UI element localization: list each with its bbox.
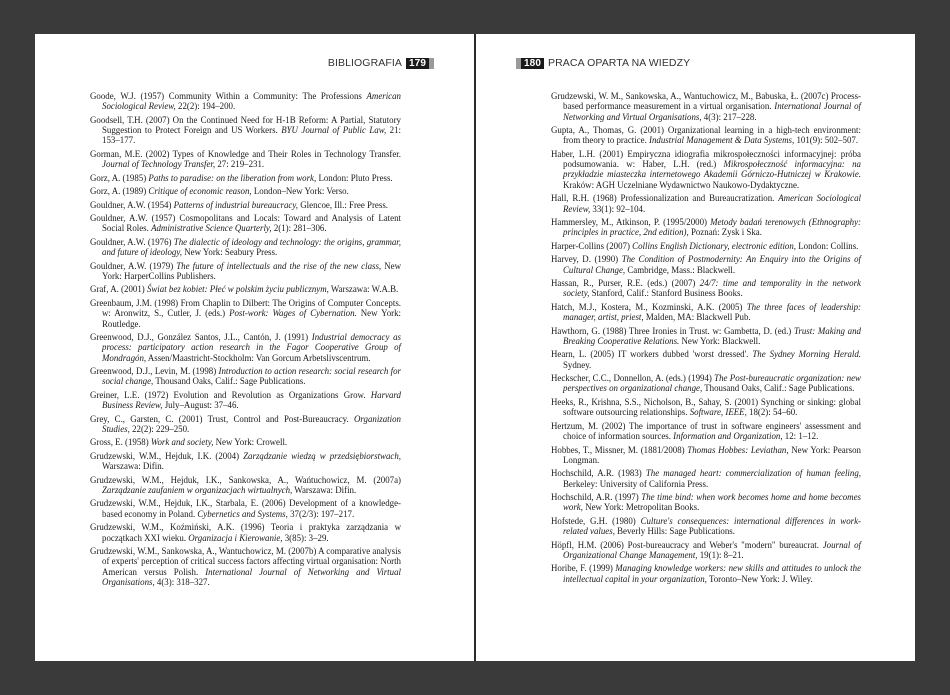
- entry-title-italic: Introduction to action research: social research for social change,: [102, 366, 401, 387]
- bibliography-entry: [551, 217, 861, 238]
- entry-text: Hammersley, M., Atkinson, P. (1995/2000): [551, 217, 711, 228]
- bibliography-entry: [551, 149, 861, 190]
- entry-title-italic: Industrial democracy as process: participatory action research in the Fagor Cooperative Group of Mondragón,: [102, 332, 401, 363]
- bibliography-entry: [90, 149, 401, 170]
- entry-text: Hofstede, G.H. (1980): [551, 515, 641, 526]
- entry-title-italic: The dialectic of ideology and technology: the origins, grammar, and future of ideology,: [102, 236, 401, 258]
- right-page: [476, 34, 915, 661]
- entry-title-italic: Culture's consequences: international differences in work-related values,: [563, 515, 861, 537]
- entry-text: Greenbaum, J.M. (1998) From Chaplin to Dilbert: The Origins of Computer Concepts. w: Aronwitz, S., Cutler, J. (eds.): [90, 297, 401, 319]
- entry-text: Greenwood, D.J., González Santos, J.L., Cantón, J. (1991): [90, 332, 312, 342]
- entry-text: Grudzewski, W. M., Sankowska, A., Wantuchowicz, M., Babuska, Ł. (2007c) Process-based performance measurement in a virtual organisation.: [551, 91, 861, 112]
- entry-text: New York: Blackwell.: [679, 335, 761, 346]
- entry-title-italic: Critique of economic reason,: [148, 186, 252, 197]
- entry-text: 33(1): 92–104.: [590, 203, 646, 214]
- bibliography-entry: [551, 125, 861, 146]
- entry-text: Warszawa: Difin.: [292, 484, 357, 495]
- entry-title-italic: The Post-bureaucratic organization: new perspectives on organizational change,: [563, 373, 861, 394]
- running-head-title: PRACA OPARTA NA WIEDZY: [548, 57, 691, 69]
- entry-text: Grudzewski, W.M., Koźmiński, A.K. (1996) Teoria i praktyka zarządzania w początkach XXI wieku.: [90, 522, 401, 543]
- bibliography-entry: [90, 475, 401, 496]
- entry-text: Haber, L.H. (2001) Empiryczna idiografia mikrospołeczności informacyjnej: próba podsumowania. w: Haber, L.H. (red.): [551, 148, 861, 170]
- entry-text: Sydney.: [563, 359, 592, 370]
- entry-text: Grudzewski, W.M., Hejduk, I.K. (2004): [90, 450, 244, 461]
- entry-title-italic: American Sociological Review,: [563, 193, 861, 214]
- entry-text: Glencoe, Ill.: Free Press.: [298, 199, 388, 210]
- entry-text: Assen/Maastricht-Stockholm: Van Gorcum Arbetslivscentrum.: [146, 352, 371, 363]
- entry-text: Gouldner, A.W. (1954): [90, 199, 174, 210]
- entry-title-italic: The time bind: when work becomes home and home becomes work,: [563, 492, 861, 513]
- entry-text: Stanford, Calif.: Stanford Business Books.: [589, 288, 743, 299]
- entry-text: Harper-Collins (2007): [551, 240, 633, 251]
- entry-text: 12: 1–12.: [782, 431, 819, 442]
- entry-text: Grey, C., Garsten, C. (2001) Trust, Control and Post-Bureaucracy.: [90, 413, 354, 424]
- entry-title-italic: Journal of Technology Transfer,: [102, 159, 216, 170]
- entry-text: Poznań: Zysk i Ska.: [688, 227, 762, 238]
- entry-text: Gouldner, A.W. (1979): [90, 260, 177, 271]
- entry-text: 4(3): 217–228.: [701, 111, 757, 122]
- bibliography-entry: [551, 468, 861, 489]
- bibliography-entry: [551, 397, 861, 418]
- entry-text: Grudzewski, W.M., Hejduk, I.K., Starbala, E. (2006) Development of a knowledge-based economy in Poland.: [90, 498, 401, 519]
- entry-text: Heckscher, C.C., Donnellon, A. (eds.) (1994): [551, 373, 715, 384]
- bibliography-entry: [90, 261, 401, 282]
- bibliography-entry: [551, 563, 861, 584]
- bibliography-entry: [90, 298, 401, 329]
- bibliography-entry: [90, 498, 401, 519]
- entry-text: Greenwood, D.J., Levin, M. (1998): [90, 366, 219, 377]
- entry-title-italic: The Sydney Morning Herald.: [752, 349, 862, 360]
- bibliography-entry: [551, 492, 861, 513]
- entry-text: Warszawa: Difin.: [102, 461, 164, 472]
- entry-text: New York: Metropolitan Books.: [582, 502, 700, 513]
- entry-title-italic: The future of intellectuals and the rise of the new class,: [176, 260, 382, 271]
- entry-text: Gouldner, A.W. (1976): [90, 236, 174, 247]
- entry-title-italic: Collins English Dictionary, electronic edition,: [632, 240, 797, 251]
- entry-text: 3(85): 3–29.: [282, 532, 329, 543]
- entry-text: Goodsell, T.H. (2007) On the Continued Need for H-1B Reform: A Partial, Statutory Suggestion to Protect Foreign and US Workers.: [90, 114, 401, 136]
- entry-title-italic: Patterns of industrial bureaucracy,: [173, 199, 299, 210]
- entry-text: Horibe, F. (1999): [551, 563, 616, 574]
- entry-text: London: Collins.: [796, 240, 859, 251]
- entry-text: Hassan, R., Purser, R.E. (eds.) (2007): [551, 278, 700, 289]
- entry-title-italic: International Journal of Networking and Virtual Organisations,: [563, 101, 861, 122]
- entry-text: New York: Seabury Press.: [182, 247, 278, 258]
- page-number: 180: [521, 58, 544, 69]
- running-head-title: BIBLIOGRAFIA: [327, 57, 402, 69]
- bibliography-entry: [551, 421, 861, 442]
- bibliography-entry: [90, 451, 401, 472]
- bibliography-entry: [551, 278, 861, 299]
- entry-title-italic: Świat bez kobiet: Płeć w polskim życiu publicznym,: [146, 284, 329, 295]
- entry-text: Gross, E. (1958): [90, 437, 151, 448]
- entry-text: 21: 153–177.: [102, 125, 401, 146]
- bibliography-entry: [90, 173, 401, 183]
- bibliography-entry: [90, 522, 401, 543]
- entry-title-italic: Paths to paradise: on the liberation from work,: [148, 172, 317, 183]
- entry-text: Hochschild, A.R. (1997): [551, 492, 642, 503]
- entry-text: Greiner, L.E. (1972) Evolution and Revolution as Organizations Grow.: [90, 389, 371, 400]
- entry-text: Thousand Oaks, Calif.: Sage Publications.: [702, 383, 855, 394]
- bibliography-entry: [551, 254, 861, 275]
- entry-title-italic: Organizacja i Kierowanie,: [188, 532, 283, 543]
- entry-text: Kraków: AGH Uczelniane Wydawnictwo Naukowo-Dydaktyczne.: [563, 179, 800, 190]
- entry-text: Graf, A. (2001): [90, 284, 147, 295]
- entry-text: Gorz, A. (1989): [90, 186, 149, 197]
- entry-title-italic: The three faces of leadership: manager, artist, priest,: [563, 301, 862, 323]
- entry-text: 19(1): 8–21.: [697, 549, 744, 560]
- entry-text: London: Pluto Press.: [316, 172, 393, 183]
- entry-title-italic: Cybernetics and Systems,: [197, 508, 288, 519]
- entry-text: Cambridge, Mass.: Blackwell.: [625, 264, 736, 275]
- entry-text: Grudzewski, W.M., Sankowska, A., Wantuchowicz, M. (2007b) A comparative analysis of experts' perception of critical success factors affecting virtual organisation: North American versus Polish.: [90, 546, 401, 577]
- bibliography-entry: [551, 193, 861, 214]
- bibliography-entry: [551, 540, 861, 561]
- entry-text: 18(2): 54–60.: [746, 407, 798, 418]
- entry-text: 2(1): 281–306.: [271, 223, 327, 234]
- page-number-bar: [429, 58, 434, 69]
- entry-text: Hatch, M.J., Kostera, M., Kozminski, A.K. (2005): [551, 301, 747, 312]
- entry-text: Heeks, R., Krishna, S.S., Nicholson, B., Sahay, S. (2001) Synching or sinking: global software outsourcing relationships.: [551, 396, 861, 418]
- entry-text: 4(3): 318–327.: [154, 576, 210, 587]
- bibliography-entry: [551, 349, 861, 370]
- entry-title-italic: Journal of Organizational Change Management,: [563, 539, 861, 560]
- entry-title-italic: Thomas Hobbes: Leviathan,: [687, 444, 789, 455]
- page-number: 179: [406, 58, 429, 69]
- entry-text: Thousand Oaks, Calif.: Sage Publications.: [153, 376, 306, 387]
- entry-text: Malden, MA: Blackwell Pub.: [643, 312, 751, 323]
- entry-text: New York: Routledge.: [102, 308, 401, 329]
- bibliography-entry: [90, 213, 401, 234]
- entry-title-italic: BYU Journal of Public Law,: [281, 125, 387, 136]
- entry-title-italic: International Journal of Networking and Virtual Organisations,: [102, 566, 401, 587]
- bibliography-entry: [90, 186, 401, 196]
- entry-title-italic: Work and society,: [150, 437, 214, 448]
- entry-text: 101(9): 502–507.: [794, 135, 859, 146]
- bibliography-entry: [90, 200, 401, 210]
- bibliography-entry: [551, 373, 861, 394]
- bibliography-entry: [90, 390, 401, 411]
- entry-text: Hochschild, A.R. (1983): [551, 468, 646, 479]
- bibliography-entry: [90, 437, 401, 447]
- bibliography-entry: [90, 414, 401, 435]
- entry-title-italic: Harvard Business Review,: [102, 389, 401, 411]
- entry-title-italic: Post-work: Wages of Cybernation.: [229, 308, 357, 319]
- entry-text: July–August: 37–46.: [162, 400, 239, 411]
- entry-text: Gupta, A., Thomas, G. (2001) Organizational learning in a high-tech environment: from theory to practice.: [551, 125, 861, 146]
- running-head-right: [516, 56, 690, 70]
- entry-text: Beverly Hills: Sage Publications.: [614, 526, 735, 537]
- entry-text: Harvey, D. (1990): [551, 254, 622, 265]
- entry-text: New York: Crowell.: [213, 437, 288, 448]
- bibliography-entry: [90, 366, 401, 387]
- entry-title-italic: Software, IEEE,: [689, 407, 747, 418]
- entry-text: Grudzewski, W.M., Hejduk, I.K., Sankowska, A., Wańtuchowicz, M. (2007a): [90, 474, 401, 485]
- entry-title-italic: Trust: Making and Breaking Cooperative Relations.: [563, 325, 861, 346]
- entry-text: New York: HarperCollins Publishers.: [102, 260, 401, 281]
- entry-text: Goode, W.J. (1957) Community Within a Community: The Professions: [90, 91, 367, 101]
- entry-text: Hall, R.H. (1968) Professionalization and Bureaucratization.: [551, 193, 779, 204]
- entry-title-italic: Mikrospołeczność informacyjna: na przykładzie miasteczka internetowego Akademii Górniczo-Hutniczej w Krakowie.: [563, 159, 861, 180]
- entry-text: Gorman, M.E. (2002) Types of Knowledge and Their Roles in Technology Transfer.: [90, 148, 401, 159]
- entry-title-italic: Organization Studies,: [102, 413, 401, 434]
- entry-title-italic: Industrial Management & Data Systems,: [649, 135, 795, 146]
- entry-title-italic: The Condition of Postmodernity: An Enquiry into the Origins of Cultural Change,: [563, 254, 861, 275]
- entry-title-italic: The managed heart: commercialization of human feeling,: [645, 468, 861, 479]
- entry-title-italic: Zarządzanie zaufaniem w organizacjach wirtualnych,: [102, 484, 293, 495]
- bibliography-list-left: [90, 91, 401, 590]
- entry-text: 37(2/3): 197–217.: [287, 508, 355, 519]
- bibliography-entry: [90, 284, 401, 294]
- entry-title-italic: Information and Organization,: [673, 431, 783, 442]
- entry-title-italic: Zarządzanie wiedzą w przedsiębiorstwach,: [243, 450, 401, 461]
- entry-text: 22(2): 194–200.: [175, 101, 236, 112]
- entry-text: Warszawa: W.A.B.: [328, 284, 399, 295]
- entry-text: 22(2): 229–250.: [129, 423, 190, 434]
- bibliography-entry: [551, 445, 861, 466]
- entry-text: Berkeley: University of California Press.: [563, 478, 709, 489]
- bibliography-entry: [90, 91, 401, 112]
- entry-title-italic: 24/7: time and temporality in the network society,: [563, 278, 861, 299]
- entry-text: Hearn, L. (2005) IT workers dubbed 'worst dressed'.: [551, 349, 753, 360]
- bibliography-list-right: [551, 91, 861, 587]
- entry-title-italic: Metody badań terenowych (Ethnography: principles in practice, 2nd edition),: [563, 217, 861, 238]
- bibliography-entry: [90, 115, 401, 146]
- entry-text: London–New York: Verso.: [251, 186, 349, 197]
- bibliography-entry: [90, 332, 401, 363]
- entry-text: Hobbes, T., Missner, M. (1881/2008): [551, 444, 688, 455]
- entry-text: New York: Pearson Longman.: [563, 444, 861, 465]
- bibliography-entry: [551, 241, 861, 251]
- bibliography-entry: [90, 546, 401, 587]
- entry-title-italic: Administrative Science Quarterly,: [151, 223, 272, 234]
- entry-text: Toronto–New York: J. Wiley.: [706, 573, 813, 584]
- bibliography-entry: [90, 237, 401, 258]
- entry-text: Gouldner, A.W. (1957) Cosmopolitans and Locals: Toward and Analysis of Latent Social Roles.: [90, 213, 401, 234]
- entry-text: Gorz, A. (1985): [90, 172, 149, 183]
- entry-text: 27: 219–231.: [215, 159, 265, 170]
- entry-title-italic: American Sociological Review,: [102, 91, 401, 112]
- running-head-left: [328, 56, 434, 70]
- bibliography-entry: [551, 516, 861, 537]
- entry-title-italic: Managing knowledge workers: new skills and attitudes to unlock the intellectual capital in your organization,: [563, 563, 862, 584]
- bibliography-entry: [551, 91, 861, 122]
- left-page: [35, 34, 474, 661]
- bibliography-entry: [551, 302, 861, 323]
- entry-text: Hertzum, M. (2002) The importance of trust in software engineers' assessment and choice of information sources.: [551, 420, 861, 442]
- entry-text: Hawthorn, G. (1988) Three Ironies in Trust. w: Gambetta, D. (ed.): [551, 325, 794, 336]
- entry-text: Höpfl, H.M. (2006) Post-bureaucracy and Weber's "modern" bureaucrat.: [551, 539, 823, 550]
- bibliography-entry: [551, 326, 861, 347]
